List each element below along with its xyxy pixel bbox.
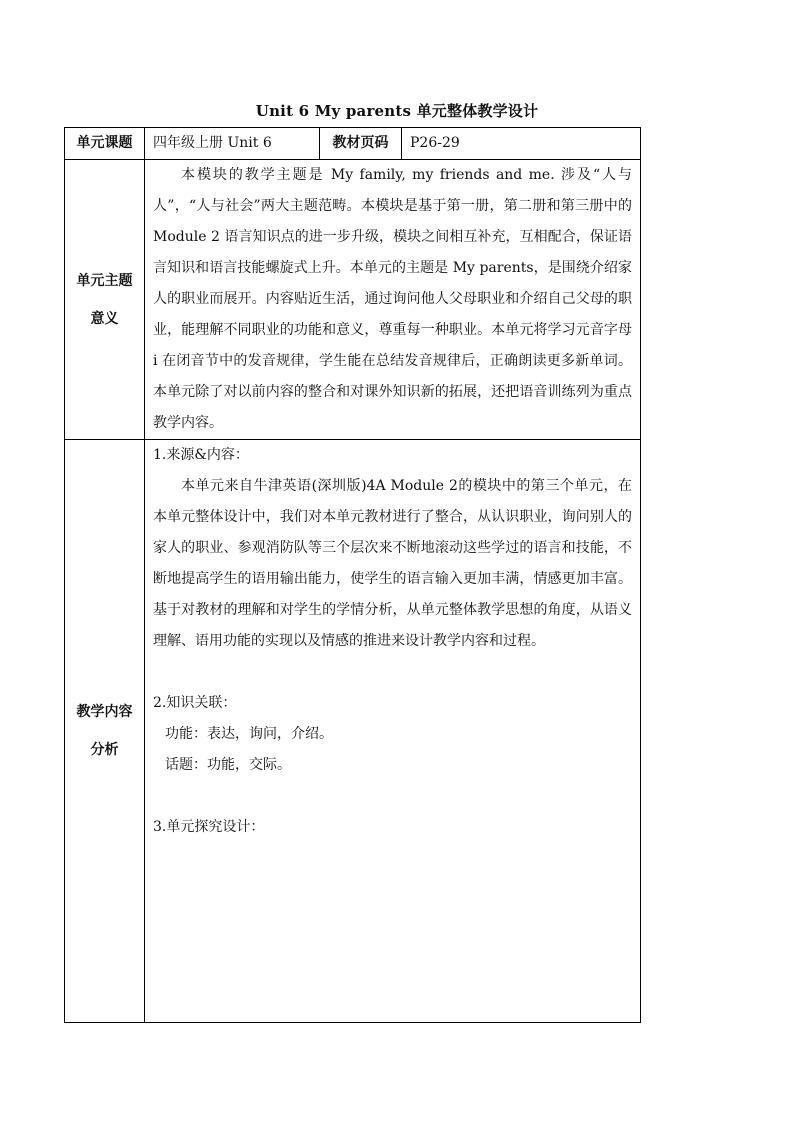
- analysis-label: 教学内容 分析: [65, 440, 145, 1023]
- inquiry-heading: 3.单元探究设计：: [153, 819, 265, 835]
- unit-topic-value: 四年级上册 Unit 6: [145, 128, 320, 160]
- theme-row: [65, 160, 641, 440]
- unit-topic-label: 单元课题: [65, 128, 145, 160]
- source-paragraph: 本单元来自牛津英语(深圳版)4A Module 2的模块中的第三个单元，在本单元整体设计中，我们对本单元教材进行了整合，从认识职业，询问别人的家人的职业、参观消防队等三个层次来不断地滚动这些学过的语言和技能，不断地提高学生的语用输出能力，使学生的语言输入更加丰满，情感更加丰富。基于对教材的理解和对学生的学情分析，从单元整体教学思想的角度，从语义理解、语用功能的实现以及情感的推进来设计教学内容和过程。: [153, 478, 632, 649]
- analysis-content: [145, 440, 641, 1023]
- document-title: Unit 6 My parents 单元整体教学设计: [255, 102, 539, 120]
- knowledge-heading: 2.知识关联：: [153, 695, 237, 711]
- theme-content: [145, 160, 641, 440]
- knowledge-function: 功能：表达，询问，介绍。: [165, 726, 333, 742]
- source-heading: 1.来源&内容：: [153, 447, 249, 463]
- knowledge-topic: 话题：功能，交际。: [165, 757, 291, 773]
- unit-design-table: [64, 127, 641, 1023]
- analysis-row: [65, 440, 641, 1023]
- theme-label: 单元主题 意义: [65, 160, 145, 440]
- header-row: [65, 128, 641, 160]
- page-range-value: P26-29: [402, 128, 641, 160]
- theme-paragraph: 本模块的教学主题是 My family, my friends and me. 涉及“人与人”，“人与社会”两大主题范畴。本模块是基于第一册，第二册和第三册中的 Module 2 语言知识点的进一步升级，模块之间相互补充，互相配合，保证语言知识和语言技能螺旋式上升。本单元的主题是 My parents，是围绕介绍家人的职业而展开。内容贴近生活，通过询问他人父母职业和介绍自己父母的职业，能理解不同职业的功能和意义，尊重每一种职业。本单元将学习元音字母 i 在闭音节中的发音规律，学生能在总结发音规律后，正确朗读更多新单词。本单元除了对以前内容的整合和对课外知识新的拓展，还把语音训练列为重点教学内容。: [153, 167, 632, 431]
- page-range-label: 教材页码: [320, 128, 402, 160]
